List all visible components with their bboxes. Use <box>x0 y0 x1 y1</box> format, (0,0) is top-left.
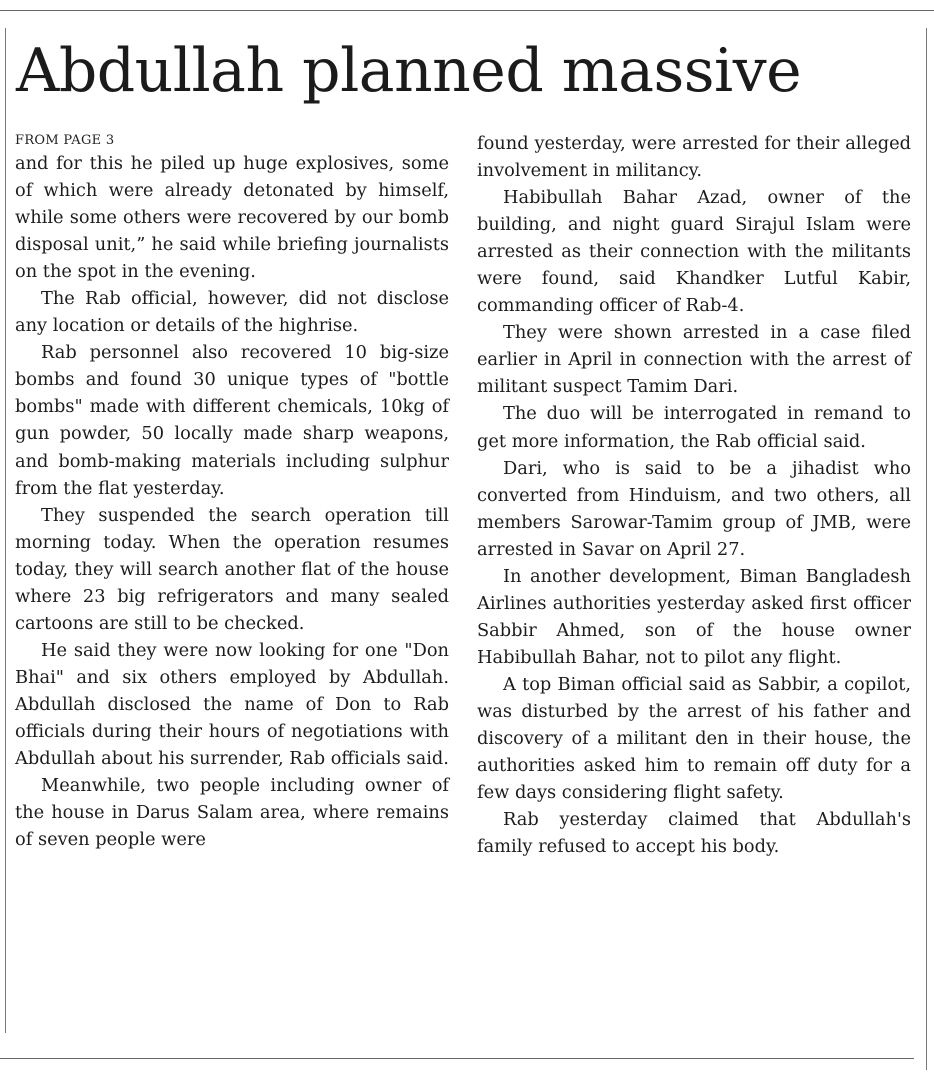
headline: Abdullah planned massive <box>16 36 802 106</box>
right-rule <box>926 28 927 1070</box>
paragraph: Rab personnel also recovered 10 big-size bombs and found 30 unique types of "bottle bombs" made with different chemicals, 10kg of gun powder, 50 locally made sharp weapons, and bomb-making materials including sulphur from the flat yesterday. <box>15 342 449 499</box>
paragraph: In another development, Biman Bangladesh Airlines authorities yesterday asked first officer Sabbir Ahmed, son of the house owner Habibullah Bahar, not to pilot any flight. <box>477 565 911 668</box>
bottom-rule <box>0 1058 914 1059</box>
kicker: FROM PAGE 3 <box>15 133 115 148</box>
paragraph: They were shown arrested in a case filed earlier in April in connection with the arrest of militant suspect Tamim Dari. <box>477 322 911 398</box>
left-rule <box>5 28 6 1033</box>
paragraph: The Rab official, however, did not disclose any location or details of the highrise. <box>15 288 449 337</box>
right-column <box>477 130 911 860</box>
top-rule <box>0 10 934 11</box>
paragraph: A top Biman official said as Sabbir, a copilot, was disturbed by the arrest of his father and discovery of a militant den in their house, the authorities asked him to remain off duty for a few days considering flight safety. <box>477 673 911 804</box>
paragraph: He said they were now looking for one "Don Bhai" and six others employed by Abdullah. Abdullah disclosed the name of Don to Rab officials during their hours of negotiations with Abdullah about his surrender, Rab officials said. <box>15 639 449 770</box>
left-column <box>15 130 449 853</box>
paragraph: They suspended the search operation till morning today. When the operation resumes today, they will search another flat of the house where 23 big refrigerators and many sealed cartoons are still to be checked. <box>15 504 449 634</box>
paragraph: and for this he piled up huge explosives, some of which were already detonated by himself, while some others were recovered by our bomb disposal unit,” he said while briefing journalists on the spot in the evening. <box>15 153 449 283</box>
paragraph: The duo will be interrogated in remand to get more information, the Rab official said. <box>477 403 911 452</box>
paragraph: Rab yesterday claimed that Abdullah's family refused to accept his body. <box>477 809 911 858</box>
paragraph: Habibullah Bahar Azad, owner of the building, and night guard Sirajul Islam were arrested as their connection with the militants were found, said Khandker Lutful Kabir, commanding officer of Rab-4. <box>477 187 911 317</box>
paragraph: Dari, who is said to be a jihadist who converted from Hinduism, and two others, all members Sarowar-Tamim group of JMB, were arrested in Savar on April 27. <box>477 457 911 560</box>
paragraph: found yesterday, were arrested for their alleged involvement in militancy. <box>477 133 911 182</box>
paragraph: Meanwhile, two people including owner of the house in Darus Salam area, where remains of seven people were <box>15 775 449 851</box>
